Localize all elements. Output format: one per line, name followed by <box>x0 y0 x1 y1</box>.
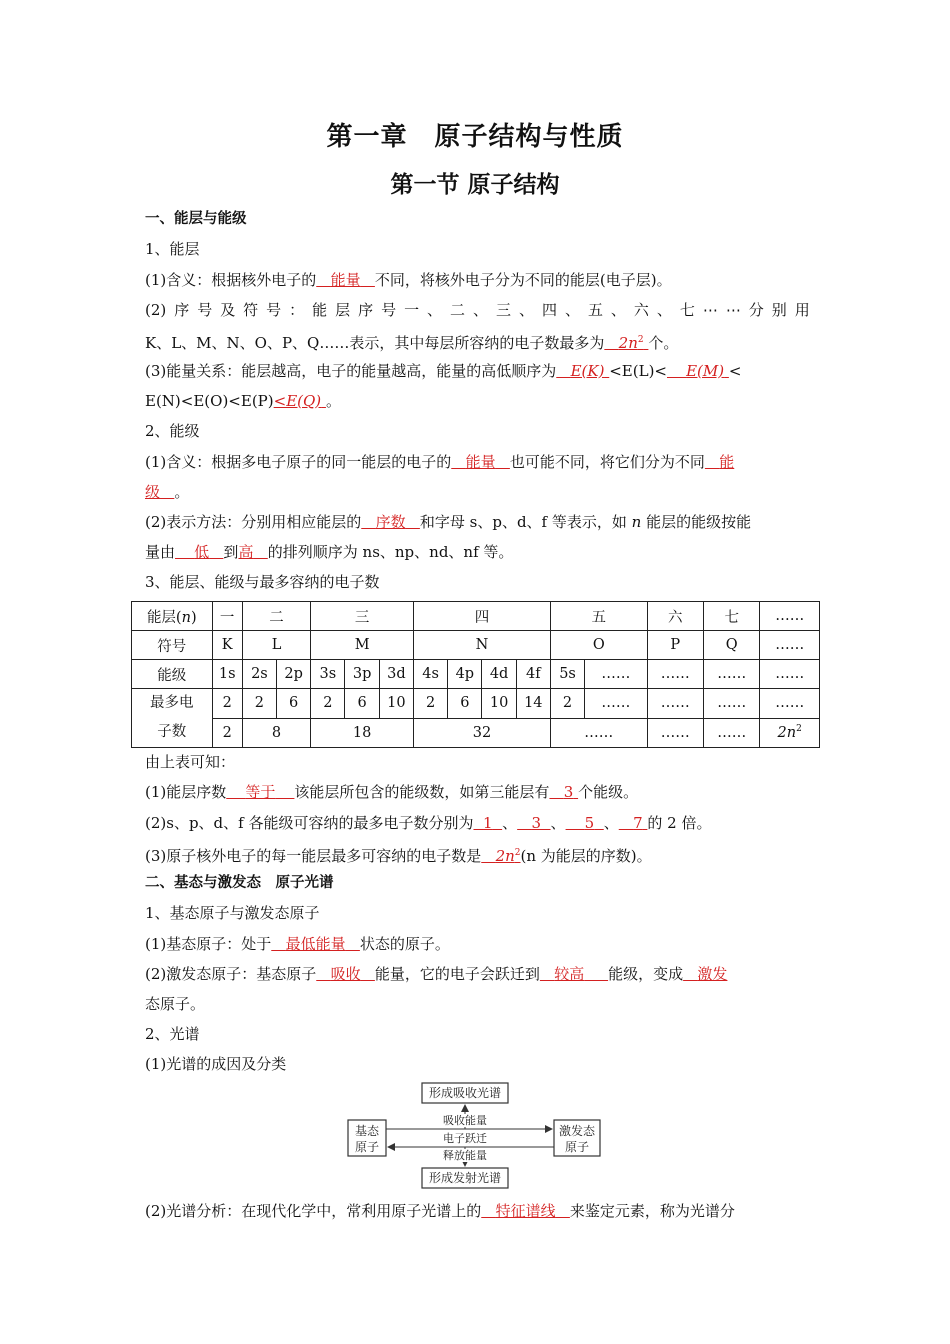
answer-blank: 7 <box>633 814 643 832</box>
label-absorb: 吸收能量 <box>443 1114 487 1127</box>
section-title: 第一节 原子结构 <box>390 172 560 198</box>
label-jump: 电子跃迁 <box>443 1132 487 1145</box>
chapter-title: 第一章 原子结构与性质 <box>326 122 624 152</box>
table-cell: 2 <box>550 689 584 719</box>
table-cell: 能级 <box>132 660 213 689</box>
order-token: 号 <box>381 301 397 319</box>
right-box-label-b: 原子 <box>564 1140 590 1154</box>
table-cell: 3p <box>345 660 379 689</box>
left-box-label-b: 原子 <box>354 1140 380 1154</box>
ground-state: (1)基态原子：处于 最低能量 状态的原子。 <box>145 935 450 953</box>
answer-blank: E(K) <box>570 362 605 380</box>
level-meaning-line1: (1)含义：根据多电子原子的同一能层的电子的 能量 也可能不同，将它们分为不同 能 <box>145 453 735 471</box>
table-cell: …… <box>704 660 760 689</box>
shell-order-line2: K、L、M、N、O、P、Q……表示，其中每层所容纳的电子数最多为 $2n^2$ 个。 <box>145 334 679 352</box>
order-token: 、 <box>656 301 672 319</box>
table-cell: 32 <box>413 718 550 748</box>
table-cell <box>132 689 213 748</box>
top-box-label: 形成吸收光谱 <box>428 1086 502 1100</box>
order-token: 序 <box>358 301 374 319</box>
answer-blank: 低 <box>194 543 210 561</box>
answer-blank: 1 <box>483 814 493 832</box>
table-cell: 1s <box>212 660 242 689</box>
sub-energy-shell: 1、能层 <box>145 240 200 258</box>
order-token: 用 <box>794 301 810 319</box>
excited-state-line1: (2)激发态原子：基态原子 吸收 能量，它的电子会跃迁到 较高 能级，变成 激发 <box>145 965 728 983</box>
spectrum-diagram <box>340 1080 610 1192</box>
excited-state-line2: 态原子。 <box>145 995 206 1013</box>
order-token: 号 <box>197 301 213 319</box>
energy-order-line2: E(N)<E(O)<E(P)<E(Q) 。 <box>145 392 341 410</box>
table-cell: 4s <box>413 660 447 689</box>
sub-ground-excited: 1、基态原子与激发态原子 <box>145 904 320 922</box>
table-cell: 二 <box>242 602 310 631</box>
answer-blank: 激发 <box>697 965 728 983</box>
table-cell: 2 <box>242 689 276 719</box>
table-cell: 4p <box>448 660 482 689</box>
order-token: 三 <box>496 301 512 319</box>
table-cell: 三 <box>311 602 414 631</box>
row-label: 子数 <box>157 724 187 740</box>
answer-blank: 最低能量 <box>285 935 346 953</box>
answer-blank: E(M) <box>686 362 725 380</box>
table-cell: 五 <box>550 602 647 631</box>
table-cell: …… <box>760 660 820 689</box>
answer-blank: 3 <box>531 814 541 832</box>
table-cell: L <box>242 631 310 660</box>
answer-blank: 级 <box>145 483 161 501</box>
table-cell: 3d <box>379 660 413 689</box>
table-cell: …… <box>585 689 647 719</box>
table-cell: …… <box>647 689 703 719</box>
shell-level-table <box>131 601 820 748</box>
table-row <box>132 660 820 689</box>
table-cell: 符号 <box>132 631 213 660</box>
table-cell: 4f <box>516 660 550 689</box>
sub-energy-level: 2、能级 <box>145 422 200 440</box>
table-cell: 七 <box>704 602 760 631</box>
sub-table-caption: 3、能层、能级与最多容纳的电子数 <box>145 573 380 591</box>
table-row <box>132 602 820 631</box>
table-cell: …… <box>760 602 820 631</box>
table-cell: M <box>311 631 414 660</box>
table-cell: 10 <box>482 689 516 719</box>
table-row <box>132 718 820 748</box>
table-cell: …… <box>647 718 703 748</box>
table-cell: N <box>413 631 550 660</box>
heading-part1: 一、能层与能级 <box>145 211 247 227</box>
sub-spectrum: 2、光谱 <box>145 1025 200 1043</box>
answer-blank: 5 <box>584 814 595 832</box>
table-cell: 14 <box>516 689 550 719</box>
table-cell: 4d <box>482 660 516 689</box>
table-cell: 2 <box>212 689 242 719</box>
table-cell: O <box>550 631 647 660</box>
order-token: 七 <box>679 301 695 319</box>
table-cell: …… <box>760 631 820 660</box>
table-cell: 6 <box>448 689 482 719</box>
table-cell: $2n^2$ <box>760 718 820 748</box>
order-token: 别 <box>771 301 787 319</box>
order-token: 、 <box>564 301 580 319</box>
order-token: 六 <box>633 301 649 319</box>
heading-part2: 二、基态与激发态 原子光谱 <box>145 875 334 891</box>
table-cell: 2 <box>212 718 242 748</box>
conclusion-1: (1)能层序数 等于 该能层所包含的能级数，如第三能层有 3 个能级。 <box>145 783 639 801</box>
level-meaning-line2: 级 。 <box>145 483 190 501</box>
order-token: ⋯ <box>702 301 718 319</box>
order-token: ： <box>289 301 305 319</box>
table-cell: …… <box>550 718 647 748</box>
order-token: 二 <box>450 301 466 319</box>
order-token: 五 <box>587 301 603 319</box>
answer-blank: 较高 <box>554 965 585 983</box>
order-token: 、 <box>518 301 534 319</box>
shell-order-line1 <box>145 300 810 320</box>
table-cell: 2 <box>413 689 447 719</box>
label-release: 释放能量 <box>443 1149 487 1162</box>
table-cell: 6 <box>345 689 379 719</box>
answer-blank: $2n^2$ <box>618 334 644 352</box>
order-token: 及 <box>220 301 236 319</box>
order-token: (2) <box>145 301 167 319</box>
order-token: ⋯ <box>725 301 741 319</box>
order-token: 、 <box>610 301 626 319</box>
table-cell: …… <box>704 689 760 719</box>
left-box-label-a: 基态 <box>354 1124 380 1138</box>
conclusion-2: (2)s、p、d、f 各能级可容纳的最多电子数分别为 1 、 3 、 5 、 7 的 2 倍。 <box>145 814 712 832</box>
right-box-label-a: 激发态 <box>558 1124 596 1138</box>
level-repr-line2: 量由 低 到高 的排列顺序为 ns、np、nd、nf 等。 <box>145 543 514 561</box>
answer-blank: 特征谱线 <box>495 1202 556 1220</box>
order-token: 号 <box>266 301 282 319</box>
table-cell: 6 <box>277 689 311 719</box>
shell-meaning: (1)含义：根据核外电子的 能量 不同，将核外电子分为不同的能层(电子层)。 <box>145 271 672 289</box>
answer-blank: 能量 <box>465 453 496 471</box>
energy-order-line1: (3)能量关系：能层越高，电子的能量越高，能量的高低顺序为 E(K) <E(L)< E(M) < <box>145 362 742 380</box>
order-token: 、 <box>473 301 489 319</box>
table-cell: 5s <box>550 660 584 689</box>
table-cell: 18 <box>311 718 414 748</box>
table-cell: …… <box>647 660 703 689</box>
table-cell: …… <box>585 660 647 689</box>
table-cell: 2 <box>311 689 345 719</box>
order-token: 序 <box>174 301 190 319</box>
table-cell <box>132 602 213 631</box>
table-cell: 2s <box>242 660 276 689</box>
answer-blank: 高 <box>238 543 254 561</box>
table-cell: 8 <box>242 718 310 748</box>
order-token: 、 <box>427 301 443 319</box>
answer-blank: 序数 <box>375 513 406 531</box>
answer-blank: 能 <box>719 453 735 471</box>
answer-blank: <E(Q) <box>273 392 322 410</box>
order-token: 分 <box>748 301 764 319</box>
order-token: 四 <box>541 301 557 319</box>
table-cell: …… <box>704 718 760 748</box>
order-token: 一 <box>404 301 420 319</box>
table-row <box>132 631 820 660</box>
answer-blank: 3 <box>563 783 574 801</box>
table-cell: P <box>647 631 703 660</box>
answer-blank: 能量 <box>330 271 361 289</box>
order-token: 符 <box>243 301 259 319</box>
answer-blank: 等于 <box>245 783 276 801</box>
bottom-box-label: 形成发射光谱 <box>428 1171 502 1185</box>
order-token: 层 <box>335 301 351 319</box>
table-cell: 一 <box>212 602 242 631</box>
spectrum-analysis: (2)光谱分析：在现代化学中，常利用原子光谱上的 特征谱线 来鉴定元素，称为光谱分 <box>145 1202 735 1220</box>
table-cell: …… <box>760 689 820 719</box>
conclusion-intro: 由上表可知： <box>145 753 236 771</box>
table-cell: 10 <box>379 689 413 719</box>
level-repr-line1: (2)表示方法：分别用相应能层的 序数 和字母 s、p、d、f 等表示，如 n 能层的能级按能 <box>145 513 752 531</box>
conclusion-3: (3)原子核外电子的每一能层最多可容纳的电子数是 $2n^2(n$ 为能层的序数)。 <box>145 847 652 865</box>
table-cell: 四 <box>413 602 550 631</box>
table-cell: Q <box>704 631 760 660</box>
row-label: 最多电 <box>150 695 194 711</box>
answer-blank: 吸收 <box>330 965 361 983</box>
table-cell: 3s <box>311 660 345 689</box>
order-token: 能 <box>312 301 328 319</box>
table-cell: 六 <box>647 602 703 631</box>
table-cell: K <box>212 631 242 660</box>
table-cell: 2p <box>277 660 311 689</box>
spectrum-cause: (1)光谱的成因及分类 <box>145 1055 287 1073</box>
table-row <box>132 689 820 719</box>
table-cell-text: 能层(n) <box>146 609 197 626</box>
answer-blank: $2n^2$ <box>495 847 521 865</box>
